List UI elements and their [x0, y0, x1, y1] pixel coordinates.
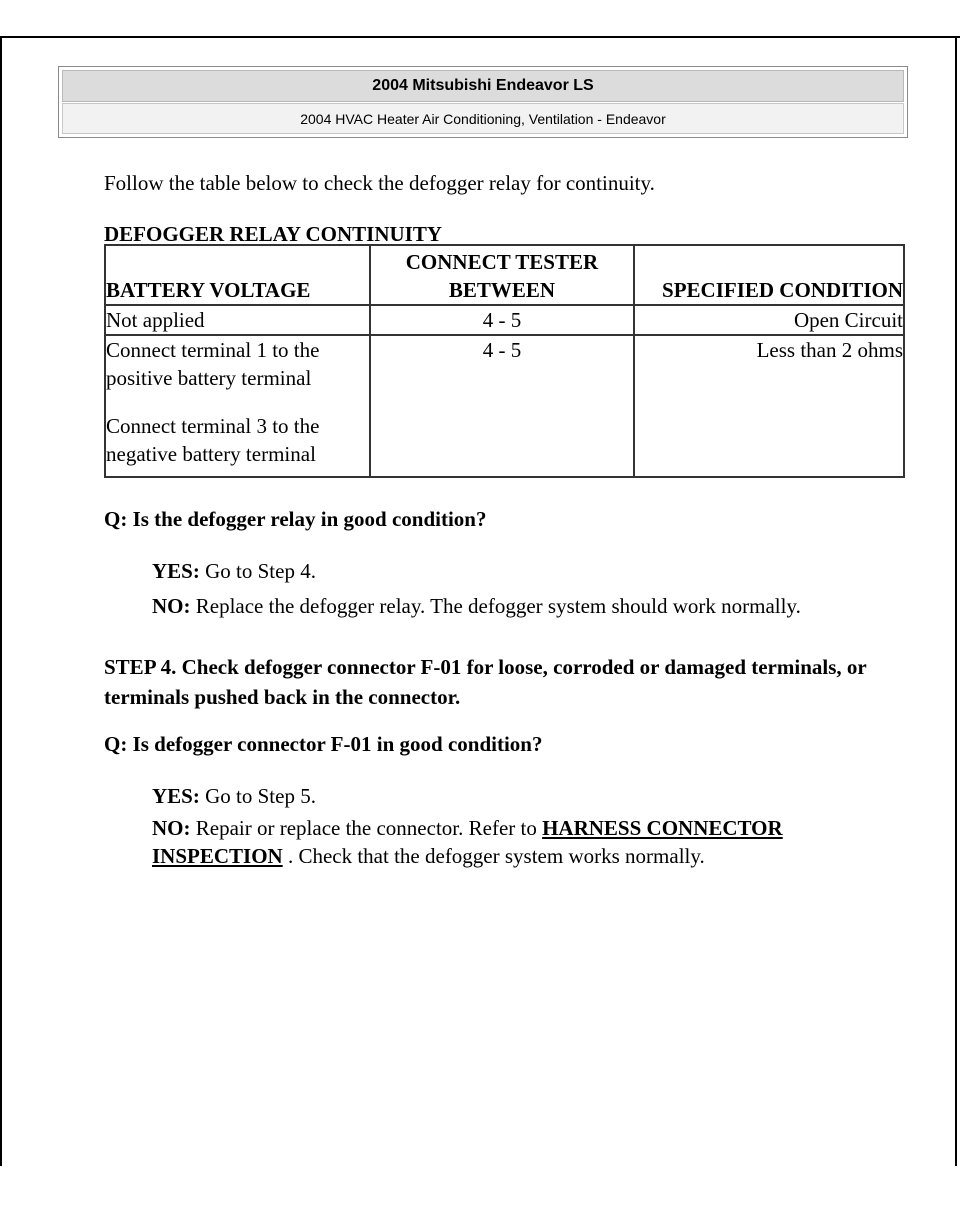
intro-text: Follow the table below to check the defogger relay for continuity. — [104, 171, 655, 195]
header-battery-voltage: BATTERY VOLTAGE — [105, 245, 370, 305]
question-connector: Q: Is defogger connector F-01 in good condition? — [104, 732, 543, 756]
cell-voltage — [105, 335, 370, 477]
answer-yes — [152, 782, 872, 810]
document-title: 2004 Mitsubishi Endeavor LS — [62, 70, 904, 102]
cell-between: 4 - 5 — [370, 305, 633, 335]
table-row — [105, 305, 904, 335]
yes-text: Go to Step 5. — [205, 784, 316, 808]
document-subtitle: 2004 HVAC Heater Air Conditioning, Ventilation - Endeavor — [62, 103, 904, 134]
harness-connector-inspection-link[interactable]: HARNESS CONNECTOR INSPECTION — [152, 816, 783, 868]
cell-voltage-positive: Connect terminal 1 to the positive battery terminal — [106, 338, 320, 390]
no-label: NO: — [152, 594, 191, 618]
no-text-before: Repair or replace the connector. Refer to — [195, 816, 537, 840]
header-connect-tester: CONNECT TESTER BETWEEN — [370, 245, 633, 305]
yes-label: YES: — [152, 784, 200, 808]
answer-no — [152, 814, 872, 870]
step-4-heading: STEP 4. Check defogger connector F-01 for loose, corroded or damaged terminals, or terminals pushed back in the connector. — [104, 655, 867, 709]
no-text-after: . Check that the defogger system works normally. — [287, 844, 705, 868]
cell-condition: Less than 2 ohms — [634, 335, 904, 477]
continuity-table — [104, 244, 905, 478]
no-text: Replace the defogger relay. The defogger system should work normally. — [195, 594, 801, 618]
page-frame-left — [0, 36, 2, 1166]
document-header — [58, 66, 908, 138]
document-body — [104, 168, 904, 868]
table-header-row — [105, 245, 904, 305]
cell-voltage-negative: Connect terminal 3 to the negative battery terminal — [106, 414, 320, 466]
no-label: NO: — [152, 816, 191, 840]
cell-voltage: Not applied — [105, 305, 370, 335]
yes-label: YES: — [152, 559, 200, 583]
page-frame-top — [0, 36, 960, 38]
yes-text: Go to Step 4. — [205, 559, 316, 583]
answer-yes — [152, 557, 872, 585]
answer-no — [152, 592, 872, 620]
question-relay: Q: Is the defogger relay in good condition? — [104, 507, 487, 531]
page-frame-right — [955, 36, 957, 1166]
cell-between: 4 - 5 — [370, 335, 633, 477]
table-row — [105, 335, 904, 477]
header-specified-condition: SPECIFIED CONDITION — [634, 245, 904, 305]
cell-condition: Open Circuit — [634, 305, 904, 335]
table-title: DEFOGGER RELAY CONTINUITY — [104, 222, 442, 246]
